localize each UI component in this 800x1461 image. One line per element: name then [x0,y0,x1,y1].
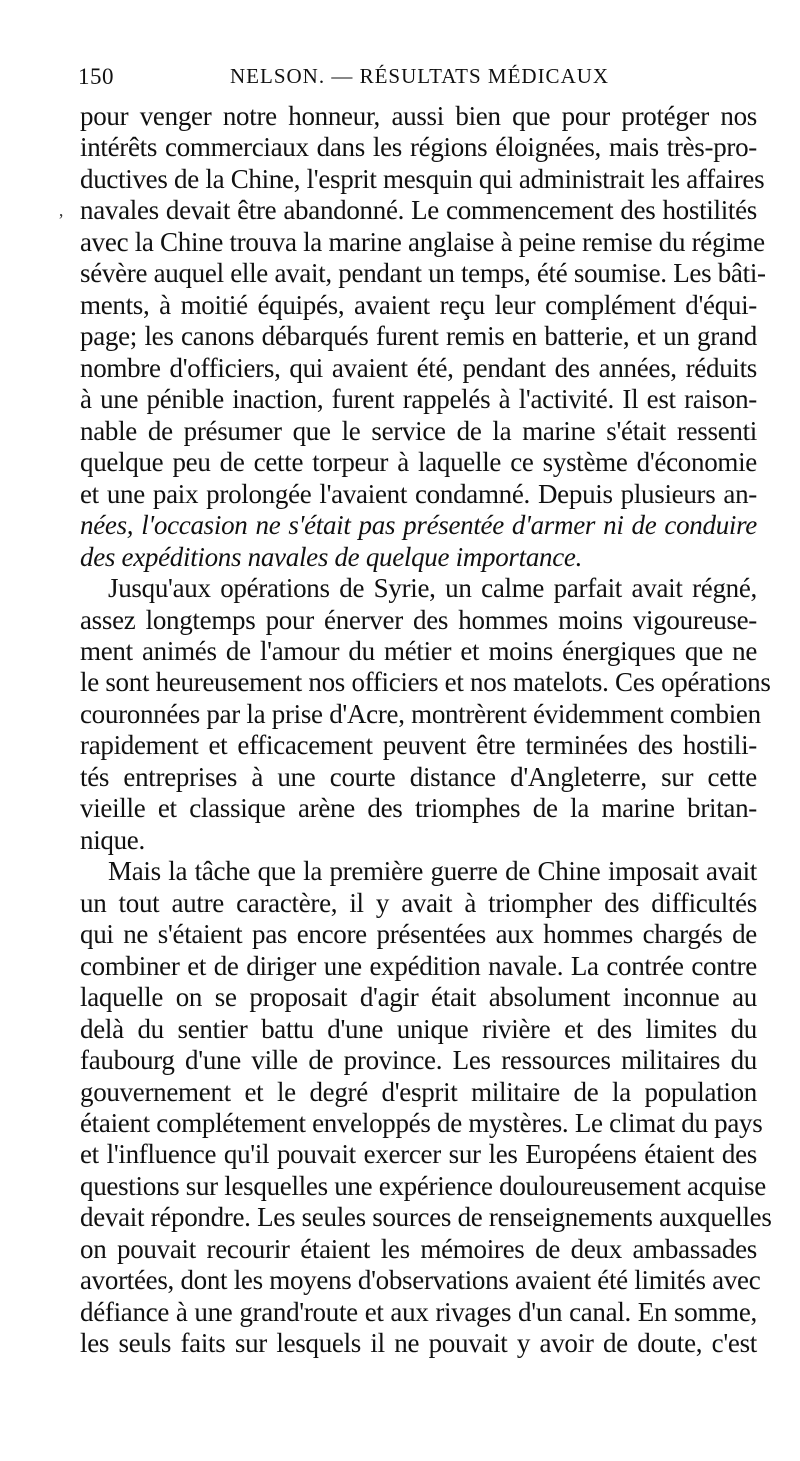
text-line: qui ne s'étaient pas encore présentées aux hommes chargés de [80,919,757,950]
text-line: navales devait être abandonné. Le commencement des hostilités [80,195,757,226]
text-line: couronnées par la prise d'Acre, montrèrent évidemment combien [80,698,761,729]
text-line: avec la Chine trouva la marine anglaise à peine remise du régime [80,226,765,257]
text-line: étaient complétement enveloppés de mystères. Le climat du pays [80,1108,763,1138]
text-line: ments, à moitié équipés, avaient reçu leur complément d'équi- [80,289,757,320]
text-line: nombre d'officiers, qui avaient été, pendant des années, réduits [80,352,757,383]
text-line: questions sur lesquelles une expérience douloureusement acquise [80,1170,766,1201]
text-line: sévère auquel elle avait, pendant un temps, été soumise. Les bâti- [80,258,766,289]
body-text [80,101,772,1360]
text-line: Mais la tâche que la première guerre de Chine imposait avait [108,856,757,887]
text-line: et une paix prolongée l'avaient condamné. Depuis plusieurs an- [80,478,757,509]
text-line: pour venger notre honneur, aussi bien que pour protéger nos [80,101,757,131]
text-line: laquelle on se proposait d'agir était absolument inconnue au [80,982,757,1013]
text-line: Jusqu'aux opérations de Syrie, un calme parfait avait régné, [108,573,757,604]
text-line: le sont heureusement nos officiers et nos matelots. Ces opérations [80,667,771,698]
text-line: avortées, dont les moyens d'observations avaient été limités avec [80,1265,761,1296]
text-line: combiner et de diriger une expédition navale. La contrée contre [80,950,757,981]
text-line: ment animés de l'amour du métier et moins énergiques que ne [80,635,757,666]
text-line: nable de présumer que le service de la marine s'était ressenti [80,415,757,446]
running-head: NELSON. — RÉSULTATS MÉDICAUX [230,64,610,88]
text-line: assez longtemps pour énerver des hommes moins vigoureuse- [80,604,757,635]
text-line: ductives de la Chine, l'esprit mesquin qui administrait les affaires [80,163,765,194]
page-number: 150 [78,64,114,89]
text-line: des expéditions navales de quelque importance. [80,541,583,572]
text-line: page; les canons débarqués furent remis en batterie, et un grand [80,321,757,352]
text-line: delà du sentier battu d'une unique rivière et des limites du [80,1013,757,1044]
text-line: nées, l'occasion ne s'était pas présentée d'armer ni de conduire [80,510,757,541]
text-line: gouvernement et le degré d'esprit militaire de la population [80,1076,757,1107]
text-line: tés entreprises à une courte distance d'Angleterre, sur cette [80,761,757,792]
text-line: on pouvait recourir étaient les mémoires de deux ambassades [80,1233,757,1264]
text-line: intérêts commerciaux dans les régions éloignées, mais très-pro- [80,132,757,163]
text-line: nique. [80,824,145,855]
text-line: un tout autre caractère, il y avait à triompher des difficultés [80,887,757,918]
text-line: quelque peu de cette torpeur à laquelle ce système d'économie [80,447,757,478]
text-line: vieille et classique arène des triomphes de la marine britan- [80,793,757,824]
stray-mark: ʼ [58,210,64,230]
text-line: défiance à une grand'route et aux rivages d'un canal. En somme, [80,1296,757,1327]
text-line: faubourg d'une ville de province. Les ressources militaires du [80,1045,757,1076]
text-line: à une pénible inaction, furent rappelés à l'activité. Il est raison- [80,384,757,415]
text-line: les seuls faits sur lesquels il ne pouvait y avoir de doute, c'est [80,1328,757,1359]
page-header [0,64,800,94]
text-line: rapidement et efficacement peuvent être terminées des hostili- [80,730,757,761]
text-line: et l'influence qu'il pouvait exercer sur les Européens étaient des [80,1139,757,1170]
text-line: devait répondre. Les seules sources de renseignements auxquelles [80,1202,772,1233]
